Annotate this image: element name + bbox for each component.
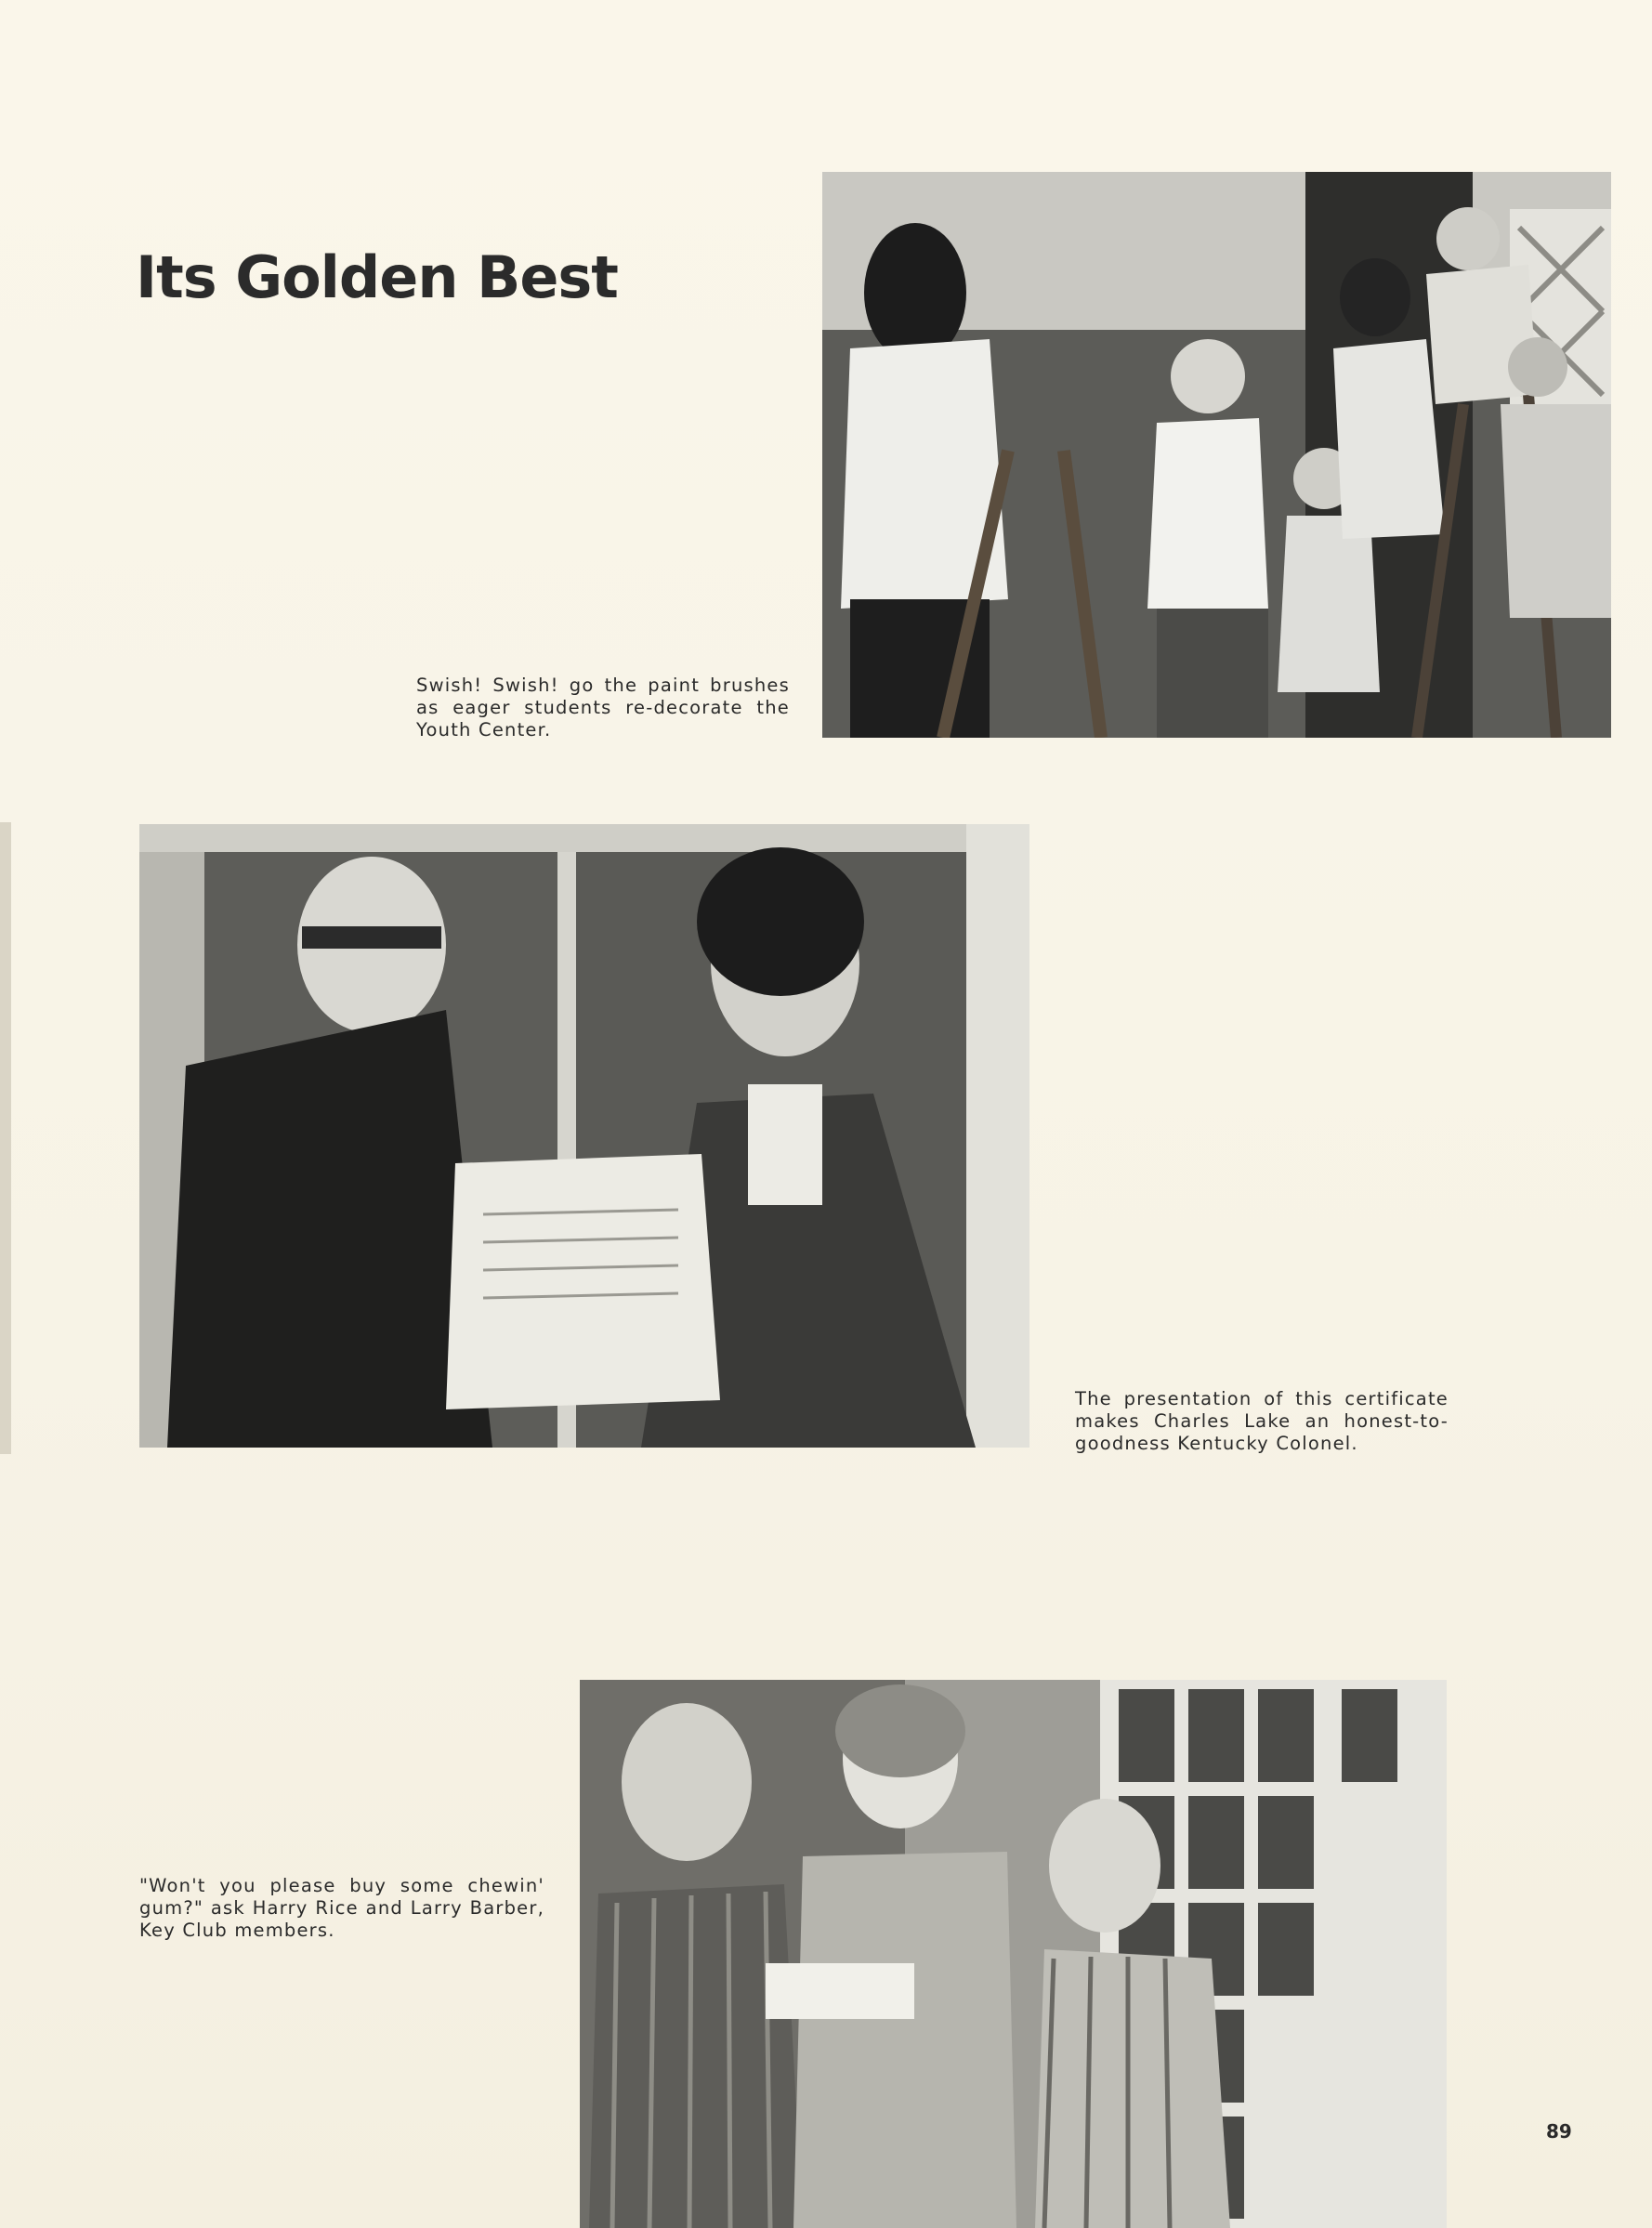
- certificate-photo: [139, 824, 1029, 1448]
- gum-sale-photo: [580, 1680, 1447, 2228]
- page-number: 89: [1546, 2120, 1572, 2143]
- page-title: Its Golden Best: [136, 243, 618, 311]
- certificate-caption: The presentation of this certificate makes Charles Lake an honest-to-goodness Kentucky Colonel.: [1075, 1388, 1449, 1454]
- painting-photo: [822, 172, 1611, 738]
- gum-sale-caption: "Won't you please buy some chewin' gum?" ask Harry Rice and Larry Barber, Key Club members.: [139, 1875, 544, 1941]
- page-edge-shadow: [0, 822, 11, 1454]
- painting-caption: Swish! Swish! go the paint brushes as eager students re-decorate the Youth Center.: [416, 675, 790, 740]
